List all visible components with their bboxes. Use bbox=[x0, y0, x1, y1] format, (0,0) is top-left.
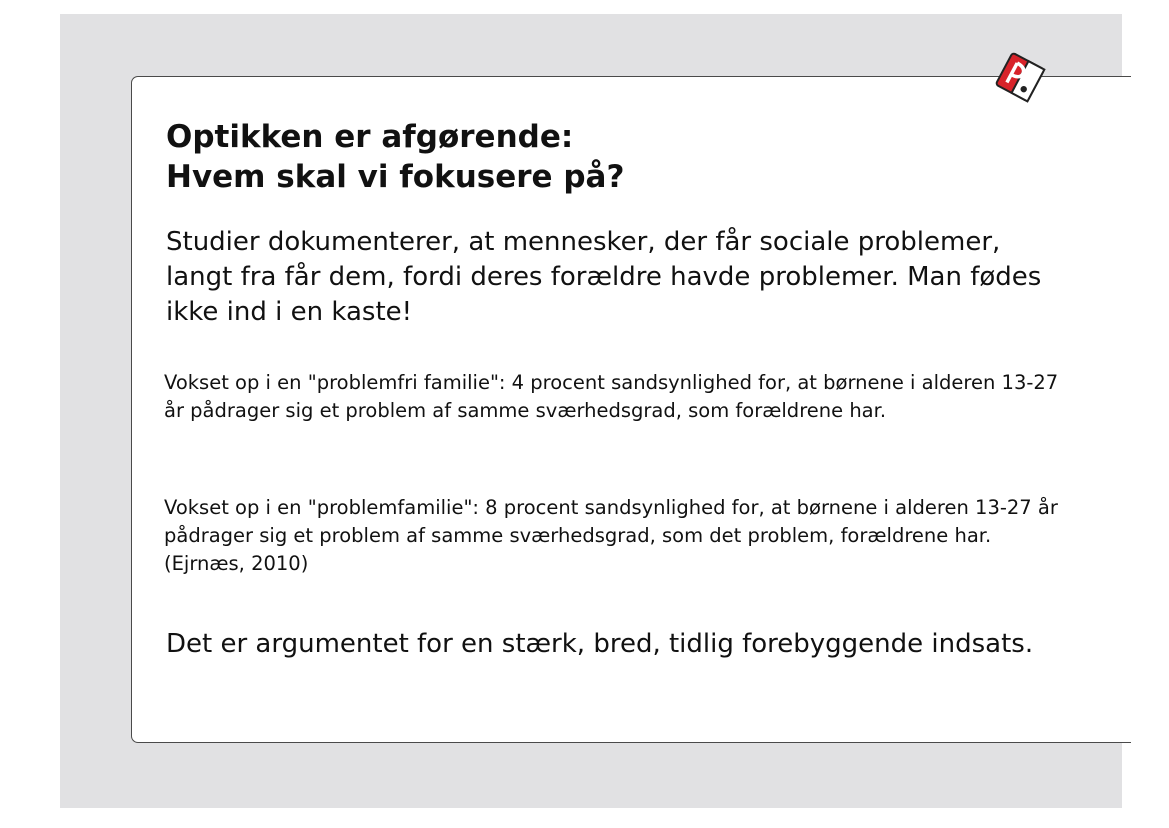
slide-title-line1: Optikken er afgørende: bbox=[166, 119, 574, 155]
slide-title bbox=[166, 117, 624, 197]
lead-paragraph: Studier dokumenterer, at mennesker, der får sociale problemer, langt fra får dem, fordi deres forældre havde problemer. Man fødes ikke ind i en kaste! bbox=[166, 227, 1042, 327]
red-diamond-logo-icon bbox=[987, 44, 1053, 110]
slide-title-line2: Hvem skal vi fokusere på? bbox=[166, 159, 625, 195]
conclusion-paragraph: Det er argumentet for en stærk, bred, tidlig forebyggende indsats. bbox=[166, 629, 1034, 659]
statistic-paragraph-problemfamily: Vokset op i en "problemfamilie": 8 procent sandsynlighed for, at børnene i alderen 13-27 år pådrager sig et problem af samme sværhedsgrad, som det problem, forældrene har. (Ejrnæs, 2010) bbox=[164, 496, 1058, 575]
statistic-paragraph-problemfree: Vokset op i en "problemfri familie": 4 procent sandsynlighed for, at børnene i alderen 13-27 år pådrager sig et problem af samme sværhedsgrad, som forældrene har. bbox=[164, 371, 1059, 422]
